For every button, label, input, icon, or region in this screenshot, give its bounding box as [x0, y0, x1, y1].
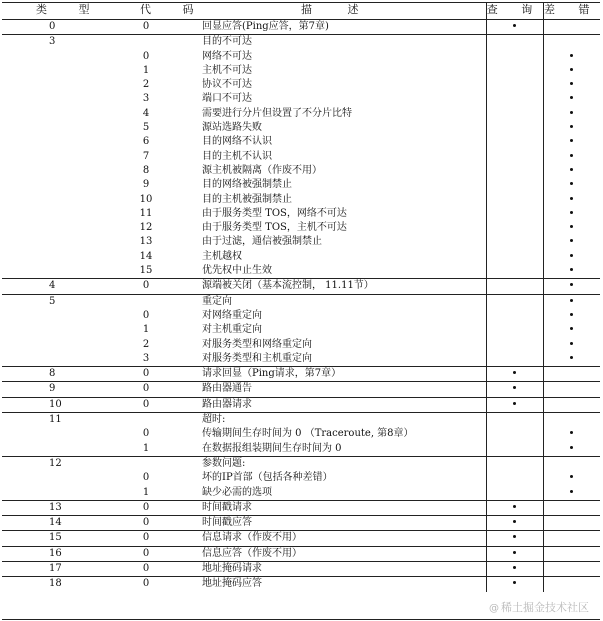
type-cell: 10 [2, 397, 102, 412]
error-bullet-icon [570, 54, 573, 57]
header-type: 类 型 [2, 2, 102, 20]
query-bullet-icon [513, 581, 516, 584]
table-row [2, 486, 600, 501]
query-cell [486, 279, 543, 294]
code-cell: 0 [102, 279, 190, 294]
error-cell [543, 531, 600, 546]
code-cell: 0 [142, 472, 150, 484]
type-cell [2, 250, 102, 264]
code-cell [102, 35, 190, 50]
table-row [2, 150, 600, 164]
query-cell [486, 50, 543, 64]
table-row [2, 279, 600, 294]
table-row [2, 207, 600, 221]
error-bullet-icon [570, 182, 573, 185]
error-cell [543, 413, 600, 428]
description-cell: 目的不可达 [190, 35, 486, 50]
table-row [2, 35, 600, 50]
table-row [2, 178, 600, 192]
description-cell: 主机不可达 [202, 64, 252, 76]
type-cell [2, 78, 102, 92]
error-bullet-icon [570, 111, 573, 114]
type-cell [2, 309, 102, 323]
query-cell [486, 561, 543, 576]
query-cell [486, 577, 543, 592]
table-row [2, 164, 600, 178]
error-cell [543, 135, 600, 149]
description-cell: 协议不可达 [202, 79, 252, 91]
type-cell [2, 486, 102, 501]
code-cell: 0 [102, 561, 190, 576]
table-row [2, 531, 600, 546]
error-bullet-icon [570, 299, 573, 302]
error-bullet-icon [570, 225, 573, 228]
error-bullet-icon [570, 268, 573, 271]
code-cell: 12 [139, 222, 153, 234]
code-cell: 8 [142, 164, 150, 176]
code-cell: 2 [142, 338, 150, 350]
error-cell [543, 20, 600, 35]
type-cell [2, 442, 102, 457]
error-cell [543, 250, 600, 264]
description-cell: 超时: [190, 413, 486, 428]
error-cell [543, 92, 600, 106]
error-bullet-icon [570, 197, 573, 200]
table-row [2, 107, 600, 121]
query-cell [486, 309, 543, 323]
query-cell [486, 397, 543, 412]
type-cell: 8 [2, 367, 102, 382]
table-row [2, 20, 600, 35]
query-cell [486, 486, 543, 501]
type-cell [2, 50, 102, 64]
description-cell: 时间戳请求 [190, 500, 486, 515]
error-cell [543, 35, 600, 50]
description-cell: 对服务类型和主机重定向 [202, 352, 312, 364]
type-cell [2, 207, 102, 221]
description-cell: 在数据报组装期间生存时间为 0 [202, 442, 342, 454]
error-cell [543, 121, 600, 135]
table-row [2, 577, 600, 592]
query-cell [486, 193, 543, 207]
header-query: 查 询 [486, 2, 543, 20]
query-cell [486, 294, 543, 309]
query-bullet-icon [513, 520, 516, 523]
error-bullet-icon [570, 283, 573, 286]
type-cell [2, 264, 102, 279]
query-cell [486, 367, 543, 382]
code-cell: 0 [102, 531, 190, 546]
error-bullet-icon [570, 154, 573, 157]
code-cell: 1 [142, 64, 150, 76]
table-row [2, 367, 600, 382]
type-cell [2, 92, 102, 106]
error-cell [543, 471, 600, 485]
code-cell: 0 [142, 309, 150, 321]
table-row [2, 50, 600, 64]
description-cell: 信息请求（作废不用） [190, 531, 486, 546]
error-cell [543, 207, 600, 221]
description-cell: 传输期间生存时间为 0 （Traceroute, 第8章） [202, 428, 414, 440]
code-cell: 9 [142, 179, 150, 191]
icmp-message-type-table [2, 2, 600, 592]
header-description: 描 述 [190, 2, 486, 20]
code-cell: 10 [139, 193, 153, 205]
query-bullet-icon [513, 551, 516, 554]
type-cell [2, 135, 102, 149]
table-row [2, 382, 600, 397]
code-cell: 3 [142, 93, 150, 105]
code-cell: 0 [142, 50, 150, 62]
error-cell [543, 500, 600, 515]
description-cell: 网络不可达 [202, 50, 252, 62]
watermark-text: 稀土掘金技术社区 [501, 601, 589, 614]
error-cell [543, 64, 600, 78]
error-cell [543, 397, 600, 412]
code-cell: 0 [102, 500, 190, 515]
error-cell [543, 294, 600, 309]
code-cell: 0 [102, 382, 190, 397]
code-cell: 14 [139, 250, 153, 262]
query-cell [486, 531, 543, 546]
type-cell [2, 471, 102, 485]
query-cell [486, 107, 543, 121]
query-bullet-icon [513, 371, 516, 374]
error-cell [543, 107, 600, 121]
error-bullet-icon [570, 125, 573, 128]
watermark-at: @ [489, 603, 499, 614]
description-cell: 由于服务类型 TOS，网络不可达 [202, 207, 347, 219]
description-cell: 对网络重定向 [202, 309, 262, 321]
error-cell [543, 235, 600, 249]
description-cell: 地址掩码请求 [190, 561, 486, 576]
table-row [2, 352, 600, 367]
code-cell: 7 [142, 150, 150, 162]
error-cell [543, 264, 600, 279]
code-cell: 15 [139, 265, 153, 277]
error-bullet-icon [570, 239, 573, 242]
table-row [2, 500, 600, 515]
table-row [2, 221, 600, 235]
query-cell [486, 264, 543, 279]
error-cell [543, 382, 600, 397]
description-cell: 时间戳应答 [190, 516, 486, 531]
type-cell [2, 235, 102, 249]
error-bullet-icon [570, 446, 573, 449]
table-row [2, 471, 600, 485]
query-cell [486, 323, 543, 337]
error-cell [543, 456, 600, 471]
description-cell: 信息应答（作废不用） [190, 546, 486, 561]
table-row [2, 64, 600, 78]
type-cell: 15 [2, 531, 102, 546]
query-cell [486, 35, 543, 50]
error-bullet-icon [570, 82, 573, 85]
error-cell [543, 352, 600, 367]
description-cell: 主机越权 [202, 250, 242, 262]
table-row [2, 338, 600, 352]
query-cell [486, 250, 543, 264]
code-cell: 4 [142, 107, 150, 119]
table-row [2, 264, 600, 279]
query-cell [486, 135, 543, 149]
query-cell [486, 235, 543, 249]
query-cell [486, 456, 543, 471]
type-cell: 3 [2, 35, 102, 50]
table-row [2, 427, 600, 441]
table-row [2, 78, 600, 92]
query-cell [486, 471, 543, 485]
type-cell [2, 427, 102, 441]
error-bullet-icon [570, 313, 573, 316]
type-cell: 16 [2, 546, 102, 561]
description-cell: 目的主机被强制禁止 [202, 193, 292, 205]
description-cell: 源主机被隔离（作废不用） [202, 164, 322, 176]
code-cell: 0 [102, 546, 190, 561]
description-cell: 优先权中止生效 [202, 265, 272, 277]
table-row [2, 250, 600, 264]
query-cell [486, 382, 543, 397]
code-cell: 0 [102, 367, 190, 382]
table-header-row [2, 2, 600, 20]
code-cell: 2 [142, 79, 150, 91]
code-cell: 0 [102, 20, 190, 35]
type-cell: 0 [2, 20, 102, 35]
error-bullet-icon [570, 356, 573, 359]
error-cell [543, 486, 600, 501]
error-bullet-icon [570, 475, 573, 478]
query-cell [486, 352, 543, 367]
code-cell: 0 [102, 577, 190, 592]
table-row [2, 309, 600, 323]
type-cell: 4 [2, 279, 102, 294]
error-cell [543, 309, 600, 323]
error-bullet-icon [570, 211, 573, 214]
error-cell [543, 442, 600, 457]
table-row [2, 413, 600, 428]
error-bullet-icon [570, 490, 573, 493]
query-cell [486, 516, 543, 531]
code-cell: 3 [142, 352, 150, 364]
header-code: 代 码 [102, 2, 190, 20]
query-cell [486, 413, 543, 428]
type-cell: 9 [2, 382, 102, 397]
query-cell [486, 221, 543, 235]
query-cell [486, 121, 543, 135]
code-cell [102, 456, 190, 471]
table-row [2, 235, 600, 249]
description-cell: 需要进行分片但设置了不分片比特 [202, 107, 352, 119]
query-cell [486, 20, 543, 35]
type-cell [2, 221, 102, 235]
code-cell [102, 294, 190, 309]
type-cell [2, 352, 102, 367]
query-cell [486, 338, 543, 352]
error-cell [543, 78, 600, 92]
error-cell [543, 221, 600, 235]
description-cell: 由于服务类型 TOS，主机不可达 [202, 222, 347, 234]
error-cell [543, 279, 600, 294]
code-cell [102, 413, 190, 428]
query-cell [486, 92, 543, 106]
description-cell: 源端被关闭（基本流控制， 11.11节） [190, 279, 486, 294]
code-cell: 6 [142, 136, 150, 148]
error-cell [543, 50, 600, 64]
description-cell: 地址掩码应答 [190, 577, 486, 592]
description-cell: 缺少必需的选项 [202, 486, 272, 498]
code-cell: 0 [142, 428, 150, 440]
description-cell: 回显应答(Ping应答，第7章) [190, 20, 486, 35]
query-cell [486, 150, 543, 164]
query-cell [486, 78, 543, 92]
description-cell: 重定向 [190, 294, 486, 309]
error-cell [543, 577, 600, 592]
error-cell [543, 546, 600, 561]
header-error: 差 错 [543, 2, 600, 20]
table-row [2, 121, 600, 135]
type-cell [2, 107, 102, 121]
code-cell: 13 [139, 236, 153, 248]
table-row [2, 456, 600, 471]
table-bottom-border [2, 619, 600, 620]
type-cell [2, 193, 102, 207]
error-cell [543, 323, 600, 337]
table-row [2, 294, 600, 309]
type-cell: 5 [2, 294, 102, 309]
query-bullet-icon [513, 24, 516, 27]
type-cell: 18 [2, 577, 102, 592]
description-cell: 参数问题: [190, 456, 486, 471]
code-cell: 0 [102, 516, 190, 531]
error-bullet-icon [570, 342, 573, 345]
query-cell [486, 178, 543, 192]
watermark [489, 599, 589, 615]
query-cell [486, 427, 543, 441]
table-row [2, 516, 600, 531]
error-bullet-icon [570, 68, 573, 71]
error-cell [543, 427, 600, 441]
type-cell: 13 [2, 500, 102, 515]
type-cell [2, 323, 102, 337]
type-cell: 14 [2, 516, 102, 531]
type-cell [2, 64, 102, 78]
description-cell: 目的网络被强制禁止 [202, 179, 292, 191]
table-row [2, 442, 600, 457]
table-row [2, 397, 600, 412]
type-cell [2, 164, 102, 178]
error-cell [543, 150, 600, 164]
code-cell: 0 [102, 397, 190, 412]
query-cell [486, 546, 543, 561]
error-bullet-icon [570, 139, 573, 142]
table-body [2, 20, 600, 592]
error-cell [543, 193, 600, 207]
description-cell: 目的网络不认识 [202, 136, 272, 148]
description-cell: 对主机重定向 [202, 324, 262, 336]
query-bullet-icon [513, 566, 516, 569]
error-cell [543, 164, 600, 178]
table-row [2, 193, 600, 207]
error-cell [543, 561, 600, 576]
description-cell: 路由器通告 [190, 382, 486, 397]
description-cell: 请求回显（Ping请求，第7章） [190, 367, 486, 382]
table-row [2, 323, 600, 337]
table-row [2, 561, 600, 576]
description-cell: 目的主机不认识 [202, 150, 272, 162]
query-cell [486, 164, 543, 178]
type-cell: 12 [2, 456, 102, 471]
error-bullet-icon [570, 168, 573, 171]
query-bullet-icon [513, 386, 516, 389]
error-cell [543, 516, 600, 531]
error-bullet-icon [570, 96, 573, 99]
code-cell: 1 [142, 442, 150, 454]
description-cell: 端口不可达 [202, 93, 252, 105]
type-cell: 11 [2, 413, 102, 428]
error-bullet-icon [570, 254, 573, 257]
description-cell: 对服务类型和网络重定向 [202, 338, 312, 350]
error-cell [543, 338, 600, 352]
table-row [2, 135, 600, 149]
query-bullet-icon [513, 535, 516, 538]
type-cell [2, 150, 102, 164]
type-cell: 17 [2, 561, 102, 576]
description-cell: 路由器请求 [190, 397, 486, 412]
error-bullet-icon [570, 327, 573, 330]
error-cell [543, 367, 600, 382]
query-cell [486, 500, 543, 515]
query-cell [486, 207, 543, 221]
description-cell: 源站选路失败 [202, 122, 262, 134]
error-cell [543, 178, 600, 192]
query-bullet-icon [513, 505, 516, 508]
query-cell [486, 442, 543, 457]
code-cell: 1 [142, 324, 150, 336]
code-cell: 5 [142, 122, 150, 134]
description-cell: 由于过滤，通信被强制禁止 [202, 236, 322, 248]
query-bullet-icon [513, 402, 516, 405]
query-cell [486, 64, 543, 78]
type-cell [2, 121, 102, 135]
table-row [2, 92, 600, 106]
code-cell: 1 [142, 486, 150, 498]
type-cell [2, 338, 102, 352]
description-cell: 坏的IP首部（包括各种差错） [202, 472, 333, 484]
error-bullet-icon [570, 431, 573, 434]
type-cell [2, 178, 102, 192]
table-row [2, 546, 600, 561]
code-cell: 11 [139, 207, 153, 219]
